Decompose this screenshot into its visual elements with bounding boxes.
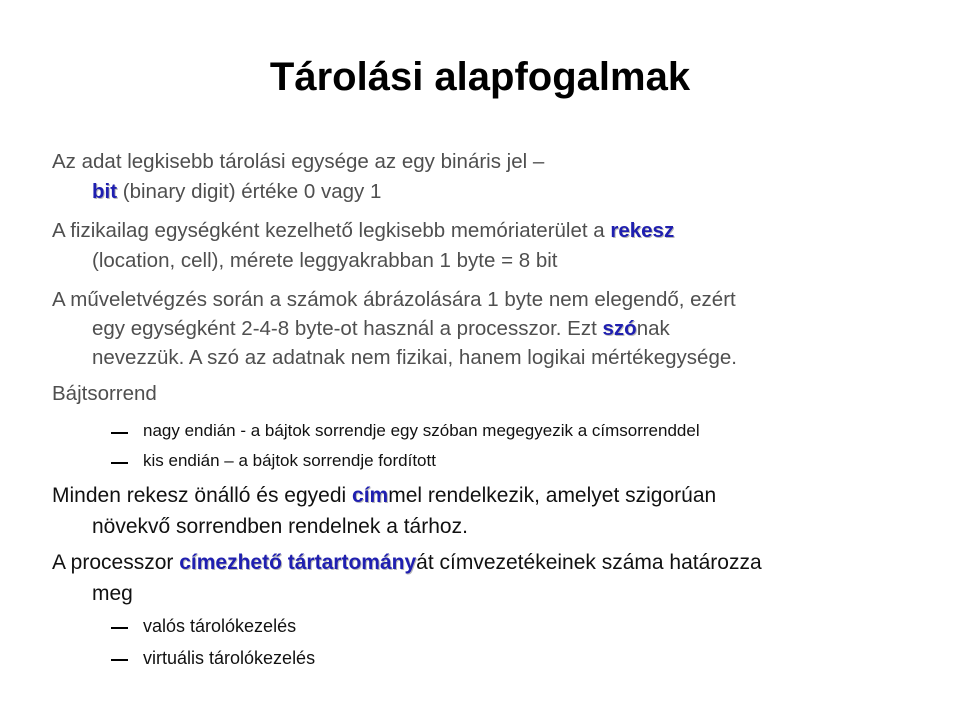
p4-sub2-text: kis endián – a bájtok sorrendje fordított xyxy=(143,451,436,470)
p6-sub2 xyxy=(143,647,315,670)
p3-line2 xyxy=(92,316,670,342)
p5-line1 xyxy=(52,482,716,509)
term-bit: bit xyxy=(92,180,118,203)
p3-line3-text: nevezzük. A szó az adatnak nem fizikai, hanem logikai mértékegysége. xyxy=(92,346,737,369)
p3-line3 xyxy=(92,345,737,371)
p2-line2-text: (location, cell), mérete leggyakrabban 1 byte = 8 bit xyxy=(92,249,558,272)
p6-line1-post: át címvezetékeinek száma határozza xyxy=(416,551,762,574)
p3-line2-post: nak xyxy=(636,317,670,340)
p5-line1-pre: Minden rekesz önálló és egyedi xyxy=(52,484,353,507)
slide-title: Tárolási alapfogalmak xyxy=(269,55,691,99)
p4-heading xyxy=(52,381,157,407)
p3-line1 xyxy=(52,287,736,313)
dash-marker xyxy=(111,462,128,464)
p2-line1-text: A fizikailag egységként kezelhető legkisebb memóriaterület a xyxy=(52,219,611,242)
dash-marker xyxy=(111,432,128,434)
p5-line1-post: mel rendelkezik, amelyet szigorúan xyxy=(388,484,717,507)
p6-line1-pre: A processzor xyxy=(52,551,180,574)
p4-sub1 xyxy=(143,420,700,442)
term-cim: cím xyxy=(352,484,389,507)
p2-line1 xyxy=(52,218,674,244)
p6-sub1-text: valós tárolókezelés xyxy=(143,616,297,636)
p1-line1-text: Az adat legkisebb tárolási egysége az egy bináris jel – xyxy=(52,150,545,173)
p6-line2-text: meg xyxy=(92,582,133,605)
term-szo: szó xyxy=(602,317,637,340)
p1-line2-text: (binary digit) értéke 0 vagy 1 xyxy=(117,180,382,203)
p2-line2 xyxy=(92,248,558,274)
p5-line2-text: növekvő sorrendben rendelnek a tárhoz. xyxy=(92,515,468,538)
p5-line2 xyxy=(92,513,468,540)
dash-marker xyxy=(111,627,128,629)
dash-marker xyxy=(111,659,128,661)
p4-sub1-text: nagy endián - a bájtok sorrendje egy szóban megegyezik a címsorrenddel xyxy=(143,421,700,440)
term-rekesz: rekesz xyxy=(610,219,675,242)
p6-line2 xyxy=(92,580,133,607)
term-cimezheto-tartartomany: címezhető tártartomány xyxy=(179,551,417,574)
p3-line2-pre: egy egységként 2-4-8 byte-ot használ a processzor. Ezt xyxy=(92,317,603,340)
p1-line1 xyxy=(52,149,544,175)
p3-line1-text: A műveletvégzés során a számok ábrázolására 1 byte nem elegendő, ezért xyxy=(52,288,736,311)
p4-heading-text: Bájtsorrend xyxy=(52,382,157,405)
p4-sub2 xyxy=(143,450,436,472)
p1-line2 xyxy=(92,179,381,205)
p6-sub1 xyxy=(143,615,296,638)
p6-line1 xyxy=(52,549,762,576)
p6-sub2-text: virtuális tárolókezelés xyxy=(143,648,316,668)
